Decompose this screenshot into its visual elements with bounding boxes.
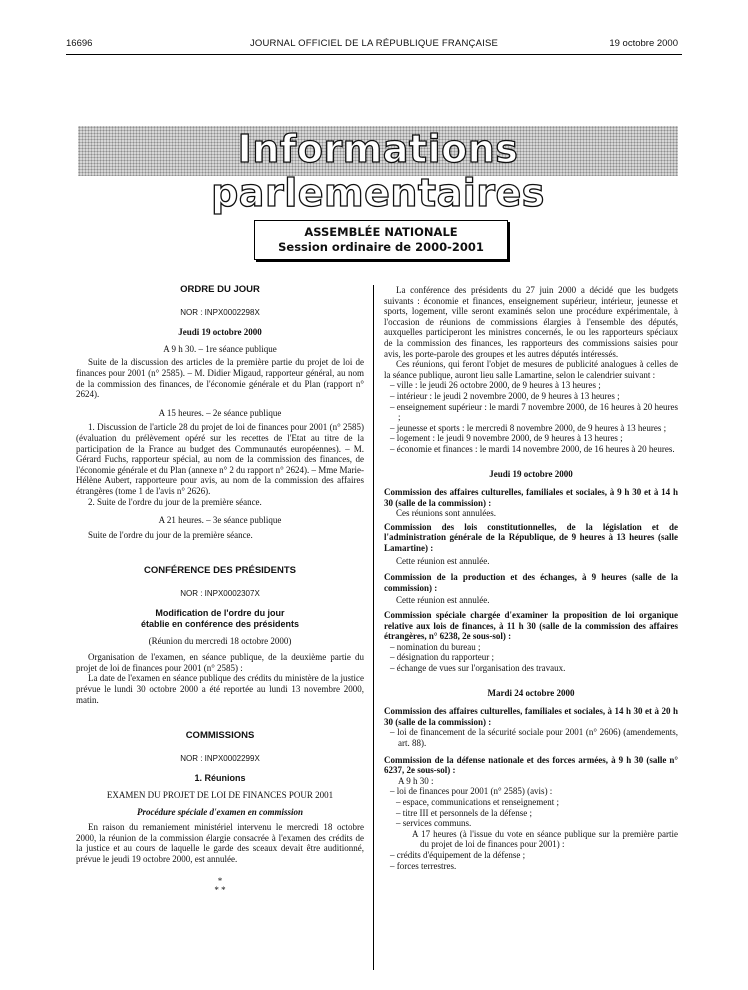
commission-entry: Commission spéciale chargée d'examiner la proposition de loi organique relative aux lois de finances, à 11 h 30 (salle de la commission des affaires étrangères, n° 6238, 2e sous-sol) :: [384, 610, 678, 642]
paragraph: Suite de l'ordre du jour de la première séance.: [88, 529, 253, 540]
nor-reference: NOR : INPX0002307X: [180, 588, 260, 598]
list-item: – intérieur : le jeudi 2 novembre 2000, de 9 heures à 13 heures ;: [390, 390, 620, 401]
paragraph: 2. Suite de l'ordre du jour de la première séance.: [88, 496, 262, 507]
modification-title: Modification de l'ordre du jour: [155, 608, 285, 619]
paragraph: Ces réunions sont annulées.: [396, 508, 496, 519]
calendar-list: [384, 380, 678, 454]
paragraph: Cette réunion est annulée.: [396, 595, 490, 606]
list-item: – jeunesse et sports : le mercredi 8 novembre 2000, de 9 heures à 13 heures ;: [390, 422, 667, 433]
issue-date: 19 octobre 2000: [609, 38, 678, 49]
commissions-title: COMMISSIONS: [185, 730, 255, 742]
list-item: – ville : le jeudi 26 octobre 2000, de 9 heures à 13 heures ;: [390, 380, 601, 391]
paragraph: La conférence des présidents du 27 juin 2000 a décidé que les budgets suivants : économie et finances, enseignement supérieur, intérieur, jeunesse et sports, logement, ville seront examinés selon une procédure expérimentale, à l'occasion de réunions de commissions élargies à l'ensemble des députés, auxquelles participeront les ministres concernés, le ou les rapporteurs spéciaux de la commission des finances, les rapporteurs des commissions saisies pour avis, les porte-parole des groupes et les autres députés intéressés.: [384, 285, 678, 359]
ordre-du-jour-title: ORDRE DU JOUR: [180, 284, 260, 295]
seance-heading: A 9 h 30. – 1re séance publique: [163, 343, 277, 354]
nor-reference: NOR : INPX0002299X: [180, 753, 260, 763]
paragraph: En raison du remaniement ministériel intervenu le mercredi 18 octobre 2000, la réunion de la commission élargie consacrée à l'examen des crédits de la justice et au cours de laquelle le garde des sceaux devait être auditionné, prévue le jeudi 19 octobre 2000, est annulée.: [76, 822, 364, 864]
commission-entry: Commission des affaires culturelles, familiales et sociales, à 9 h 30 et à 14 h 30 (salle de la commission) :: [384, 487, 678, 508]
date-heading: Mardi 24 octobre 2000: [487, 687, 575, 698]
commission-entry: Commission des affaires culturelles, familiales et sociales, à 14 h 30 et à 20 h 30 (salle de la commission) :: [384, 706, 678, 727]
commission-entry: Commission des lois constitutionnelles, de la législation et de l'administration générale de la République, de 9 heures à 13 heures (salle Lamartine) :: [384, 521, 678, 554]
commission-entry: Commission de la défense nationale et des forces armées, à 9 h 30 (salle n° 6237, 2e sous-sol) :: [384, 754, 678, 776]
left-column: [76, 285, 364, 895]
banner-title: Informations parlementaires: [211, 127, 545, 215]
paragraph: La date de l'examen en séance publique des crédits du ministère de la justice prévue le lundi 30 octobre 2000 a été reportée au lundi 13 novembre 2000, matin.: [76, 673, 364, 705]
page-number: 16696: [66, 38, 93, 49]
paragraph: Cette réunion est annulée.: [396, 555, 490, 566]
section-banner: [78, 126, 678, 215]
commission-entry: Commission de la production et des échanges, à 9 heures (salle de la commission) :: [384, 572, 678, 593]
date-heading: Jeudi 19 octobre 2000: [489, 468, 573, 479]
list-item: – titre III et personnels de la défense ;: [396, 807, 532, 818]
list-item: – forces terrestres.: [390, 860, 457, 871]
conference-title: CONFÉRENCE DES PRÉSIDENTS: [143, 565, 297, 577]
list-item: – nomination du bureau ;: [390, 641, 481, 652]
list-item: – enseignement supérieur : le mardi 7 novembre 2000, de 16 heures à 20 heures ;: [390, 401, 678, 423]
list-item: – espace, communications et renseignement ;: [396, 796, 559, 807]
list-item: – services communs.: [396, 818, 472, 829]
asterism: * * *: [214, 875, 226, 895]
paragraph: Organisation de l'examen, en séance publique, de la deuxième partie du projet de loi de finances pour 2001 (n° 2585) :: [76, 652, 364, 673]
right-column: [384, 285, 678, 871]
reunion-date: (Réunion du mercredi 18 octobre 2000): [148, 635, 292, 646]
column-divider: [373, 285, 374, 970]
examen-heading: EXAMEN DU PROJET DE LOI DE FINANCES POUR 2001: [106, 790, 334, 800]
journal-title: JOURNAL OFFICIEL DE LA RÉPUBLIQUE FRANÇAISE: [249, 38, 499, 49]
reunions-heading: 1. Réunions: [194, 773, 246, 784]
modification-subtitle: établie en conférence des présidents: [140, 619, 300, 630]
list-item: – loi de finances pour 2001 (n° 2585) (avis) :: [390, 786, 553, 797]
procedure-heading: Procédure spéciale d'examen en commission: [137, 806, 303, 817]
session-name: Session ordinaire de 2000-2001: [278, 240, 484, 254]
list-item: – échange de vues sur l'organisation des travaux.: [390, 663, 566, 673]
page-header: [0, 38, 748, 52]
header-rule: [66, 54, 682, 55]
paragraph: Ces réunions, qui feront l'objet de mesures de publicité analogues à celles de la séance publique, auront lieu salle Lamartine, selon le calendrier suivant :: [384, 359, 678, 380]
assembly-box: [254, 220, 508, 260]
paragraph: 1. Discussion de l'article 28 du projet de loi de finances pour 2001 (n° 2585) (évaluation du prélèvement opéré sur les recettes de l'Etat au titre de la participation de la France au budget des Communautés européennes). – M. Gérard Fuchs, rapporteur spécial, au nom de la commission des finances, de l'économie générale et du Plan (annexe n° 2 du rapport n° 2624). – Mme Marie-Hélène Aubert, rapporteure pour avis, au nom de la commission des affaires étrangères (tome 1 de l'avis n° 2626).: [76, 422, 364, 496]
nor-reference: NOR : INPX0002298X: [180, 307, 260, 317]
assembly-name: ASSEMBLÉE NATIONALE: [304, 225, 458, 239]
paragraph: Suite de la discussion des articles de la première partie du projet de loi de finances pour 2001 (n° 2585). – M. Didier Migaud, rapporteur général, au nom de la commission des finances, de l'économie générale et du Plan (rapport n° 2624).: [76, 357, 364, 400]
seance-heading: A 21 heures. – 3e séance publique: [158, 515, 282, 526]
date-heading: Jeudi 19 octobre 2000: [178, 327, 262, 338]
list-item: – désignation du rapporteur ;: [390, 652, 494, 663]
list-item: – logement : le jeudi 9 novembre 2000, de 9 heures à 13 heures ;: [390, 433, 623, 444]
list-item: – loi de financement de la sécurité sociale pour 2001 (n° 2606) (amendements, art. 88).: [390, 727, 678, 748]
list-item: – économie et finances : le mardi 14 novembre 2000, de 16 heures à 20 heures.: [390, 443, 675, 454]
time-heading: A 17 heures (à l'issue du vote en séance publique sur la première partie du projet de loi de finances pour 2001) :: [412, 828, 678, 850]
time-heading: A 9 h 30 :: [398, 775, 434, 786]
list-item: – crédits d'équipement de la défense ;: [390, 849, 526, 860]
seance-heading: A 15 heures. – 2e séance publique: [158, 407, 282, 418]
